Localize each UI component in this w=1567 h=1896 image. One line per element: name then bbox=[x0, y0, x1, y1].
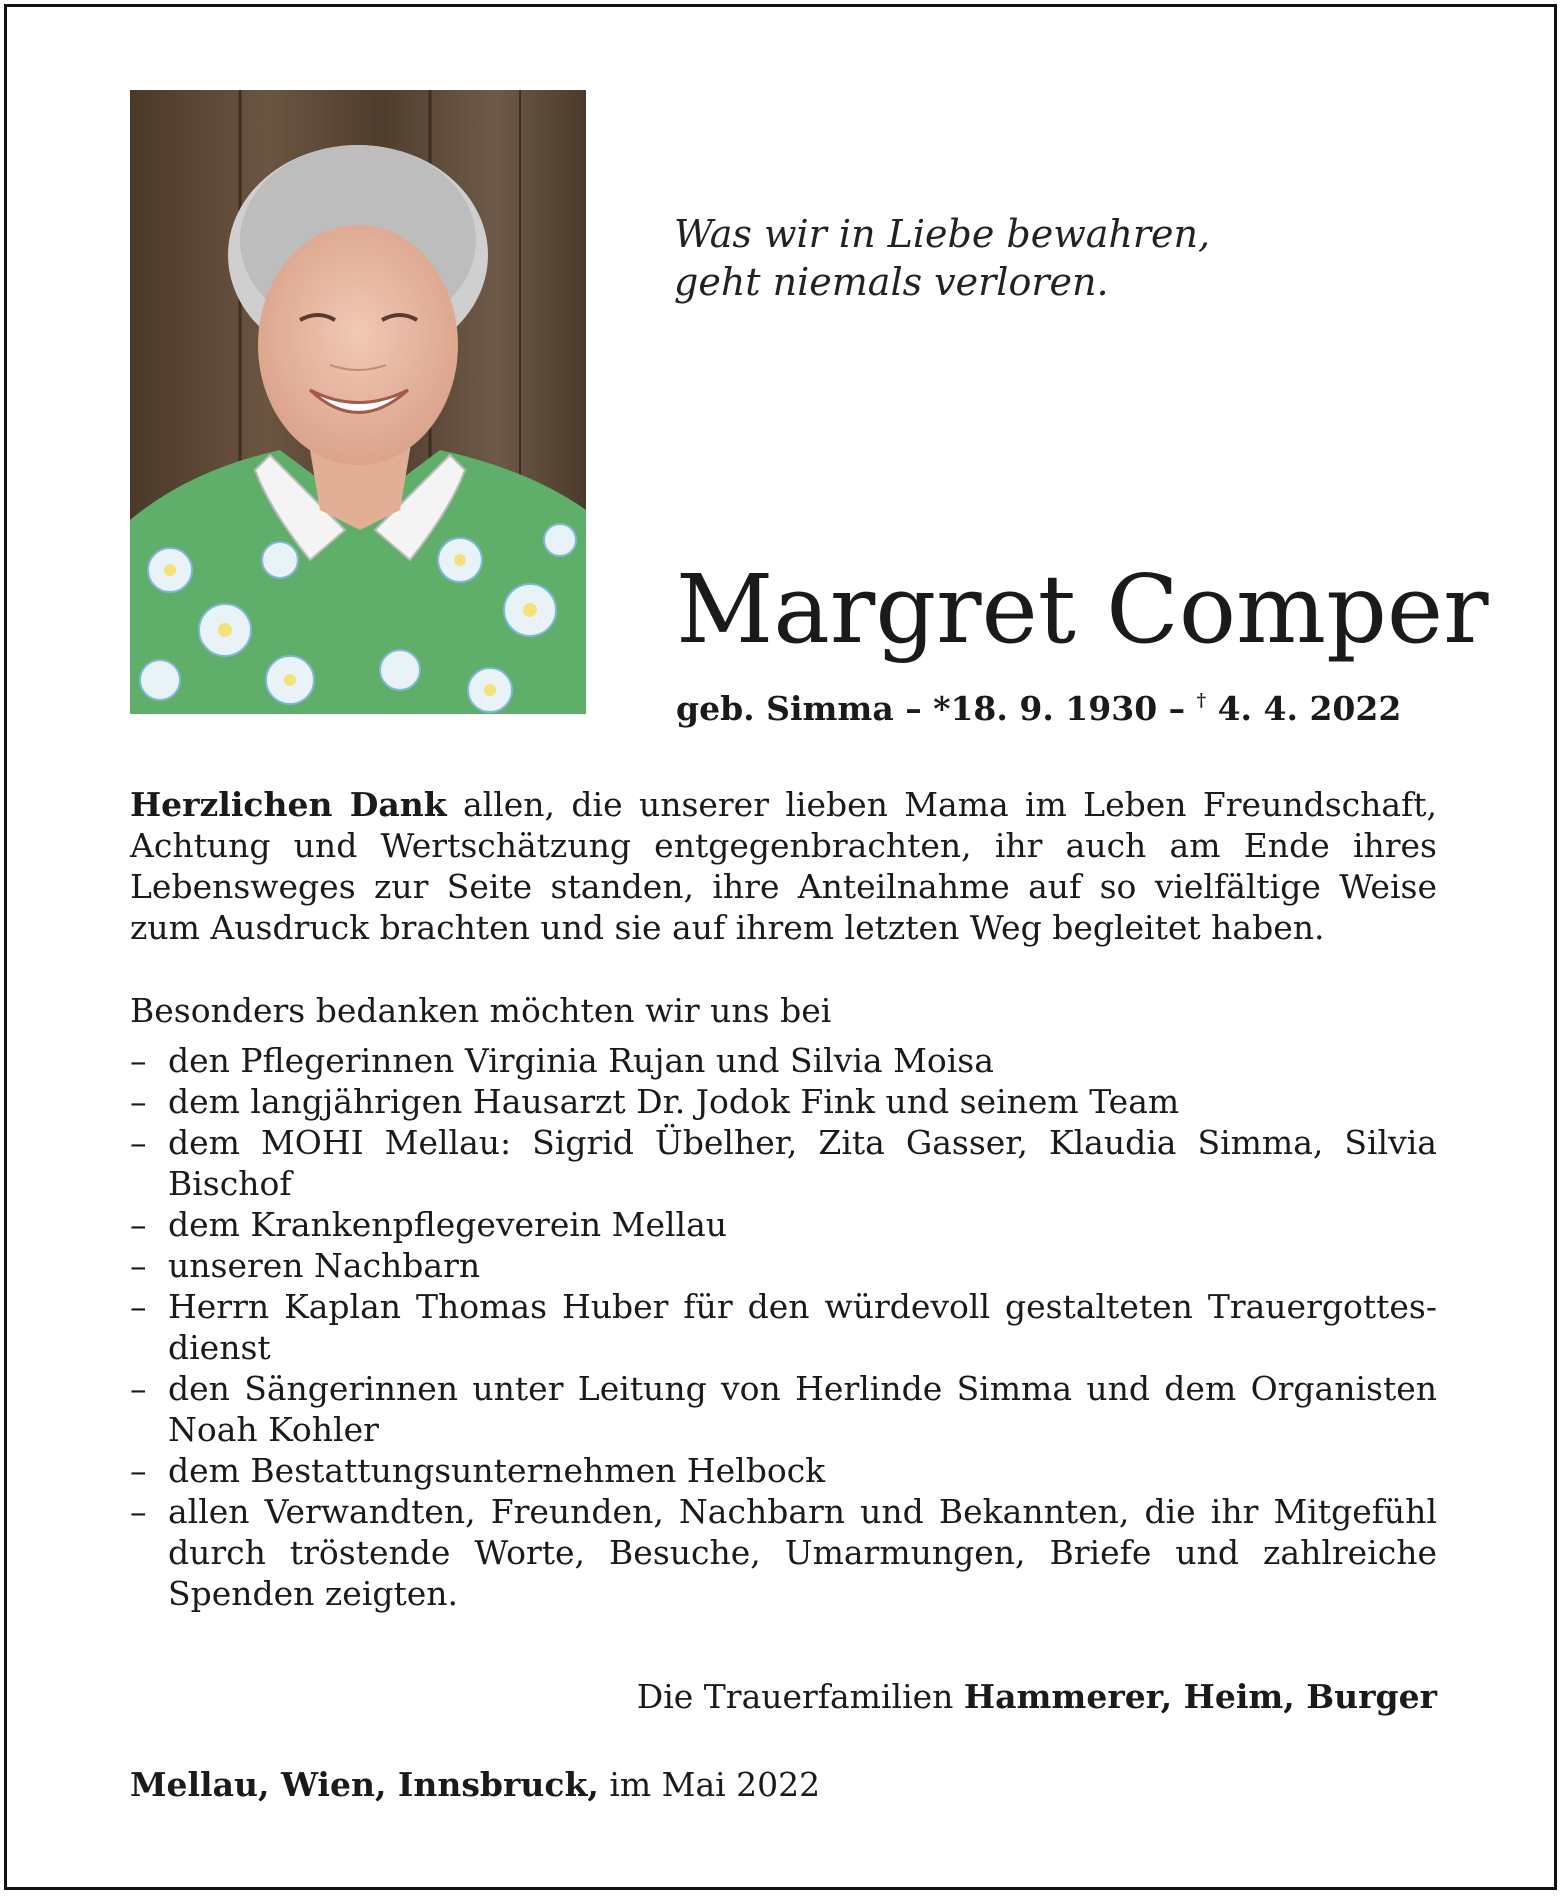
thanks-list-item bbox=[130, 1368, 1437, 1450]
list-dash: – bbox=[130, 1246, 147, 1285]
thanks-list-item bbox=[130, 1122, 1437, 1204]
thanks-list-item bbox=[130, 1204, 1437, 1245]
motto-line-1: Was wir in Liebe bewahren, bbox=[674, 212, 1211, 256]
list-dash: – bbox=[130, 1287, 147, 1326]
list-item-text: den Pflegerinnen Virginia Rujan und Silvia Moisa bbox=[168, 1041, 994, 1080]
motto-quote bbox=[674, 210, 1234, 306]
thanks-lead: Herzlichen Dank bbox=[130, 785, 447, 824]
death-mark: † bbox=[1196, 690, 1207, 711]
list-dash: – bbox=[130, 1369, 147, 1408]
special-thanks-list bbox=[130, 1040, 1437, 1614]
signature-prefix: Die Trauerfamilien bbox=[636, 1677, 964, 1716]
list-dash: – bbox=[130, 1492, 147, 1531]
family-names: Hammerer, Heim, Burger bbox=[963, 1677, 1437, 1716]
list-dash: – bbox=[130, 1205, 147, 1244]
dash-separator: – bbox=[893, 689, 934, 728]
list-item-text: Herrn Kaplan Thomas Huber für den würdevoll gestalteten Trauergottes-dienst bbox=[168, 1287, 1437, 1367]
list-item-text: den Sängerinnen unter Leitung von Herlinde Simma und dem Organisten Noah Kohler bbox=[168, 1369, 1437, 1449]
list-item-text: dem MOHI Mellau: Sigrid Übelher, Zita Gasser, Klaudia Simma, Silvia Bischof bbox=[168, 1123, 1437, 1203]
motto-line-2: geht niemals verloren. bbox=[674, 260, 1109, 304]
thanks-list-item bbox=[130, 1491, 1437, 1614]
date: im Mai 2022 bbox=[598, 1765, 821, 1804]
list-item-text: dem langjährigen Hausarzt Dr. Jodok Fink und seinem Team bbox=[168, 1082, 1180, 1121]
thanks-list-item bbox=[130, 1450, 1437, 1491]
list-dash: – bbox=[130, 1082, 147, 1121]
death-date: 4. 4. 2022 bbox=[1217, 689, 1402, 728]
thanks-paragraph bbox=[130, 784, 1437, 948]
place-date-line bbox=[130, 1764, 1437, 1805]
birth-mark: * bbox=[933, 689, 951, 728]
thanks-list-item bbox=[130, 1286, 1437, 1368]
thanks-list-item bbox=[130, 1081, 1437, 1122]
signature-line bbox=[130, 1676, 1437, 1717]
list-item-text: unseren Nachbarn bbox=[168, 1246, 481, 1285]
list-item-text: allen Verwandten, Freunden, Nachbarn und Bekannten, die ihr Mitgefühl durch tröstende Worte, Besuche, Umarmungen, Briefe und zahlreiche Spenden zeigten. bbox=[168, 1492, 1437, 1613]
thanks-text: allen, die unserer lieben Mama im Leben Freundschaft, Achtung und Wertschätzung entgegenbrachten, ihr auch am Ende ihres Lebensweges zur Seite standen, ihre Anteilnahme auf so vielfältige Weise zum Ausdruck brachten und sie auf ihrem letzten Weg begleitet haben. bbox=[130, 785, 1438, 947]
places: Mellau, Wien, Innsbruck, bbox=[130, 1765, 599, 1804]
list-dash: – bbox=[130, 1123, 147, 1162]
list-dash: – bbox=[130, 1041, 147, 1080]
birth-date: 18. 9. 1930 bbox=[950, 689, 1158, 728]
birth-death-line bbox=[676, 680, 1536, 730]
thanks-list-item bbox=[130, 1040, 1437, 1081]
special-thanks-intro: Besonders bedanken möchten wir uns bei bbox=[130, 991, 832, 1030]
thanks-list-item bbox=[130, 1245, 1437, 1286]
maiden-name: geb. Simma bbox=[676, 689, 894, 728]
deceased-name: Margret Comper bbox=[676, 555, 1489, 665]
list-item-text: dem Krankenpflegeverein Mellau bbox=[168, 1205, 728, 1244]
portrait-photo bbox=[130, 90, 586, 714]
dash-separator: – bbox=[1157, 689, 1197, 728]
list-dash: – bbox=[130, 1451, 147, 1490]
list-item-text: dem Bestattungsunternehmen Helbock bbox=[168, 1451, 826, 1490]
